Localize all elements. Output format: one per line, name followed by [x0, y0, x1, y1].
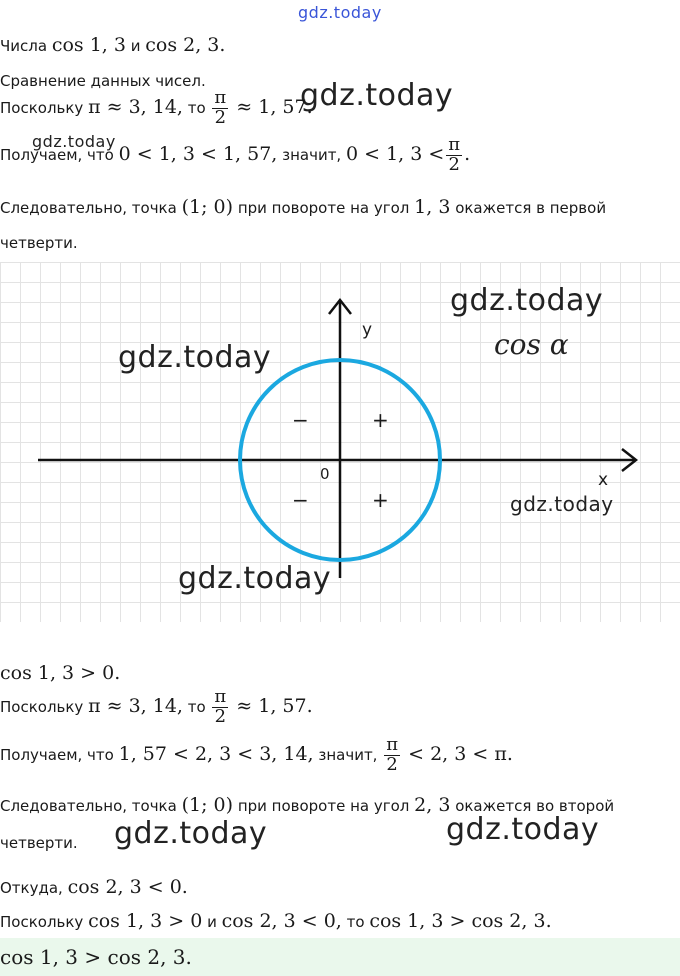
watermark: gdz.today [118, 340, 272, 375]
watermark: gdz.today [450, 283, 604, 318]
text-line: Поскольку cos 1, 3 > 0 и cos 2, 3 < 0, то cos 1, 3 > cos 2, 3. [0, 910, 552, 932]
text-line: четверти. [0, 234, 78, 252]
x-axis-label: x [598, 470, 609, 490]
text-line: Поскольку π ≈ 3, 14, то $\frac{\pi}{2}$ ≈ 1, 57. [0, 87, 313, 128]
plus-sign: + [372, 408, 389, 432]
origin-label: 0 [320, 465, 330, 483]
watermark: gdz.today [32, 132, 116, 151]
answer-text: cos 1, 3 > cos 2, 3. [0, 945, 192, 969]
diagram-title: cos α [494, 328, 569, 361]
watermark: gdz.today [446, 812, 600, 847]
text-line: Числа cos 1, 3 и cos 2, 3. [0, 34, 226, 56]
watermark-top: gdz.today [298, 3, 382, 22]
text-line: Откуда, cos 2, 3 < 0. [0, 876, 188, 898]
fraction: $\frac{\pi}{2}$ [448, 134, 461, 175]
text-line: Получаем, что 0 < 1, 3 < 1, 57, значит, 0 < 1, 3 < $\frac{\pi}{2}$ . [0, 134, 471, 175]
text-line: Следовательно, точка (1; 0) при повороте на угол 1, 3 окажется в первой [0, 196, 607, 218]
text-line: четверти. [0, 834, 78, 852]
minus-sign: − [292, 408, 309, 432]
text-line: cos 1, 3 > 0. [0, 662, 121, 684]
fraction: $\frac{\pi}{2}$ [214, 686, 227, 727]
watermark: gdz.today [300, 78, 454, 113]
watermark: gdz.today [510, 492, 614, 516]
minus-sign: − [292, 488, 309, 512]
text-line: Сравнение данных чисел. [0, 72, 206, 90]
answer-box [0, 938, 680, 976]
text-line: Следовательно, точка (1; 0) при повороте на угол 2, 3 окажется во второй [0, 794, 615, 816]
fraction: $\frac{\pi}{2}$ [386, 734, 399, 775]
fraction: $\frac{\pi}{2}$ [214, 87, 227, 128]
watermark: gdz.today [178, 561, 332, 596]
text-line: Получаем, что 1, 57 < 2, 3 < 3, 14, значит, $\frac{\pi}{2}$ < 2, 3 < π. [0, 734, 513, 775]
y-axis-label: y [362, 320, 373, 340]
watermark: gdz.today [114, 816, 268, 851]
plus-sign: + [372, 488, 389, 512]
text-line: Поскольку π ≈ 3, 14, то $\frac{\pi}{2}$ ≈ 1, 57. [0, 686, 313, 727]
